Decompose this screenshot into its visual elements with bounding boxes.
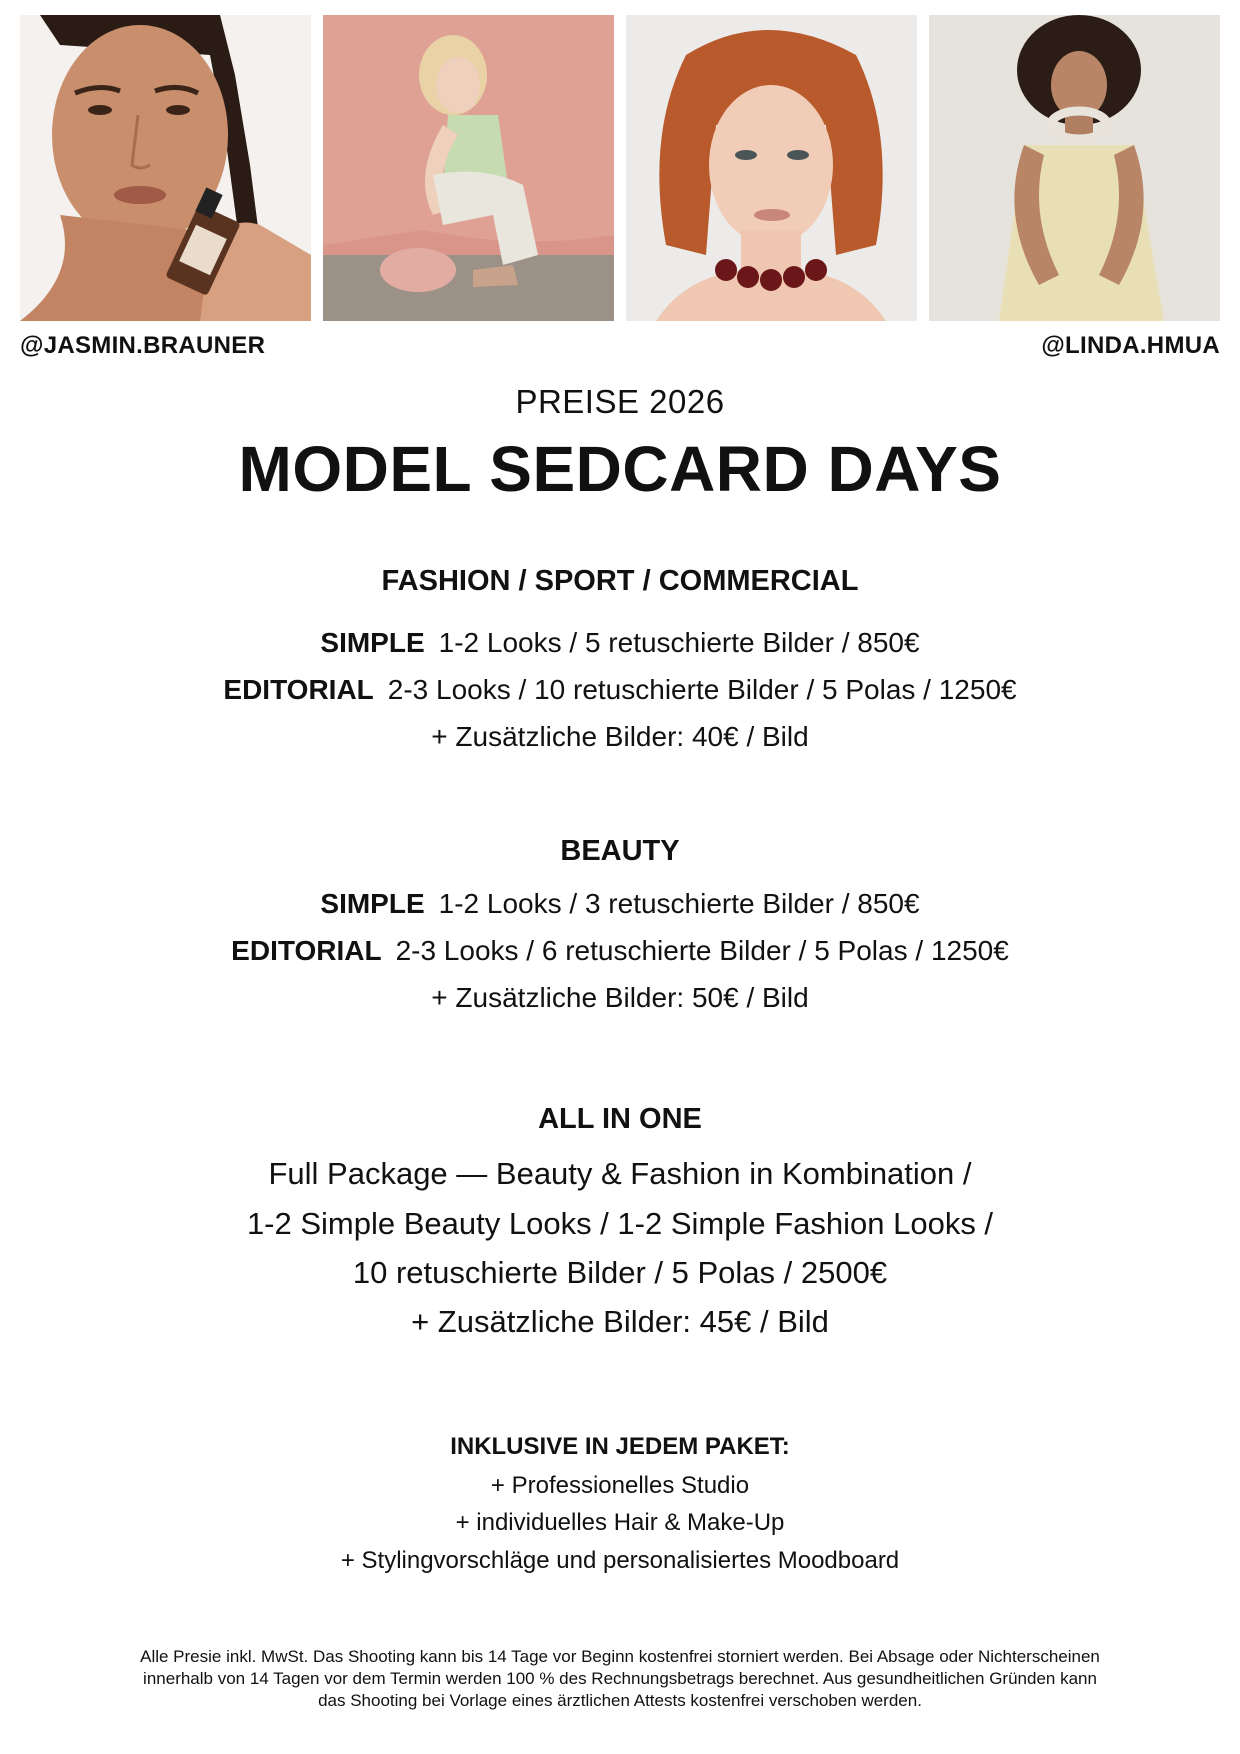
beauty-simple-line [0,888,1240,920]
beauty-extra-line: + Zusätzliche Bilder: 50€ / Bild [431,982,809,1013]
portrait-photo-fashion-pink-icon [323,15,614,321]
photo-strip [20,15,1220,321]
allinone-line-2: 1-2 Simple Beauty Looks / 1-2 Simple Fashion Looks / [246,1206,994,1241]
fashion-editorial-line [0,674,1240,706]
fashion-simple-text: 1-2 Looks / 5 retuschierte Bilder / 850€ [438,627,920,658]
section-title-fashion: FASHION / SPORT / COMMERCIAL [381,565,859,597]
inclusive-title: INKLUSIVE IN JEDEM PAKET: [450,1433,790,1460]
credit-makeup-artist: @LINDA.HMUA [1041,332,1220,359]
portrait-photo-curly-dress-icon [929,15,1220,321]
beauty-editorial-line [0,935,1240,967]
page-subtitle: PREISE 2026 [515,383,725,420]
beauty-editorial-label: EDITORIAL [231,935,382,966]
footer-line: Alle Presie inkl. MwSt. Das Shooting kann bis 14 Tage vor Beginn kostenfrei storniert werden. Bei Absage oder Nichterscheinen [140,1647,1100,1666]
allinone-extra-line: + Zusätzliche Bilder: 45€ / Bild [411,1304,829,1339]
inclusive-item: + individuelles Hair & Make-Up [455,1509,785,1536]
fashion-editorial-text: 2-3 Looks / 10 retuschierte Bilder / 5 Polas / 1250€ [387,674,1017,705]
section-title-beauty: BEAUTY [560,835,680,867]
fashion-editorial-label: EDITORIAL [223,674,374,705]
fashion-extra-line: + Zusätzliche Bilder: 40€ / Bild [431,721,809,752]
footer-line: das Shooting bei Vorlage eines ärztlichen Attests kostenfrei verschoben werden. [318,1691,922,1710]
portrait-photo-redhead-icon [626,15,917,321]
fashion-simple-label: SIMPLE [320,627,425,658]
beauty-editorial-text: 2-3 Looks / 6 retuschierte Bilder / 5 Polas / 1250€ [395,935,1009,966]
page-title: MODEL SEDCARD DAYS [238,433,1002,505]
credit-photographer: @JASMIN.BRAUNER [20,332,266,359]
allinone-line-1: Full Package — Beauty & Fashion in Kombination / [268,1156,972,1191]
inclusive-item: + Professionelles Studio [490,1472,750,1499]
beauty-simple-label: SIMPLE [320,888,425,919]
allinone-line-3: 10 retuschierte Bilder / 5 Polas / 2500€ [352,1255,888,1290]
inclusive-item: + Stylingvorschläge und personalisiertes Moodboard [340,1547,900,1574]
portrait-photo-beauty-serum-icon [20,15,311,321]
footer-line: innerhalb von 14 Tagen vor dem Termin werden 100 % des Rechnungsbetrags berechnet. Aus gesundheitlichen Gründen kann [143,1669,1097,1688]
section-title-allinone: ALL IN ONE [538,1103,702,1135]
fashion-simple-line [0,627,1240,659]
beauty-simple-text: 1-2 Looks / 3 retuschierte Bilder / 850€ [438,888,920,919]
footer-terms [80,1646,1160,1712]
